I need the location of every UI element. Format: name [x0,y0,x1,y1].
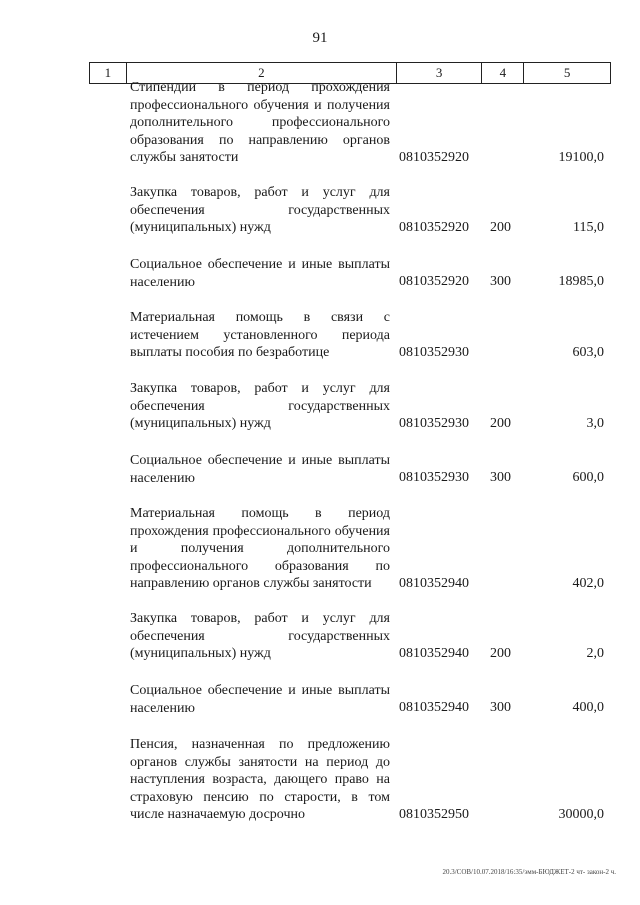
row-code: 0810352920 [399,150,469,165]
row-description: Материальная помощь в период прохождения профессионального обучения и получения дополнительного профессионального образования по направлению органов службы занятости [130,506,390,591]
row-description: Пенсия, назначенная по предложению органов службы занятости на период до наступления возраста, дающего право на страховую пенсию по старости, в том числе назначаемую досрочно [130,737,390,822]
document-footer: 20.3/СОВ/10.07.2018/16:35/эмм-БЮДЖЕТ-2 чт- закон-2 ч. [442,868,616,876]
row-amount: 18985,0 [558,274,604,289]
column-header-1: 1 [90,63,127,83]
row-type: 200 [490,416,511,431]
row-amount: 19100,0 [558,150,604,165]
row-amount: 400,0 [572,700,604,715]
column-header-2: 2 [127,63,397,83]
row-description: Стипендии в период прохождения профессионального обучения и получения дополнительного профессионального образования по направлению органов службы занятости [130,80,390,165]
row-type: 300 [490,274,511,289]
row-description: Социальное обеспечение и иные выплаты населению [130,683,390,716]
row-type: 200 [490,646,511,661]
row-amount: 603,0 [572,345,604,360]
row-description: Социальное обеспечение и иные выплаты населению [130,257,390,290]
row-code: 0810352940 [399,700,469,715]
row-code: 0810352930 [399,416,469,431]
column-header-3: 3 [397,63,483,83]
row-code: 0810352920 [399,220,469,235]
row-description: Социальное обеспечение и иные выплаты населению [130,453,390,486]
column-header-5: 5 [563,65,571,80]
row-type: 200 [490,220,511,235]
row-code: 0810352920 [399,274,469,289]
row-amount: 115,0 [573,220,604,235]
row-code: 0810352930 [399,345,469,360]
row-description: Закупка товаров, работ и услуг для обеспечения государственных (муниципальных) нужд [130,185,390,235]
row-description: Закупка товаров, работ и услуг для обеспечения государственных (муниципальных) нужд [130,611,390,661]
row-amount: 600,0 [572,470,604,485]
row-type: 300 [490,470,511,485]
row-description: Закупка товаров, работ и услуг для обеспечения государственных (муниципальных) нужд [130,381,390,431]
row-code: 0810352940 [399,646,469,661]
row-description: Материальная помощь в связи с истечением установленного периода выплаты пособия по безработице [130,310,390,360]
row-code: 0810352940 [399,576,469,591]
column-header-4: 4 [482,63,524,83]
row-amount: 2,0 [586,646,604,661]
row-amount: 402,0 [572,576,604,591]
row-type: 300 [490,700,511,715]
row-code: 0810352930 [399,470,469,485]
row-code: 0810352950 [399,807,469,822]
row-amount: 3,0 [586,416,604,431]
page-number: 91 [312,30,328,46]
row-amount: 30000,0 [558,807,604,822]
